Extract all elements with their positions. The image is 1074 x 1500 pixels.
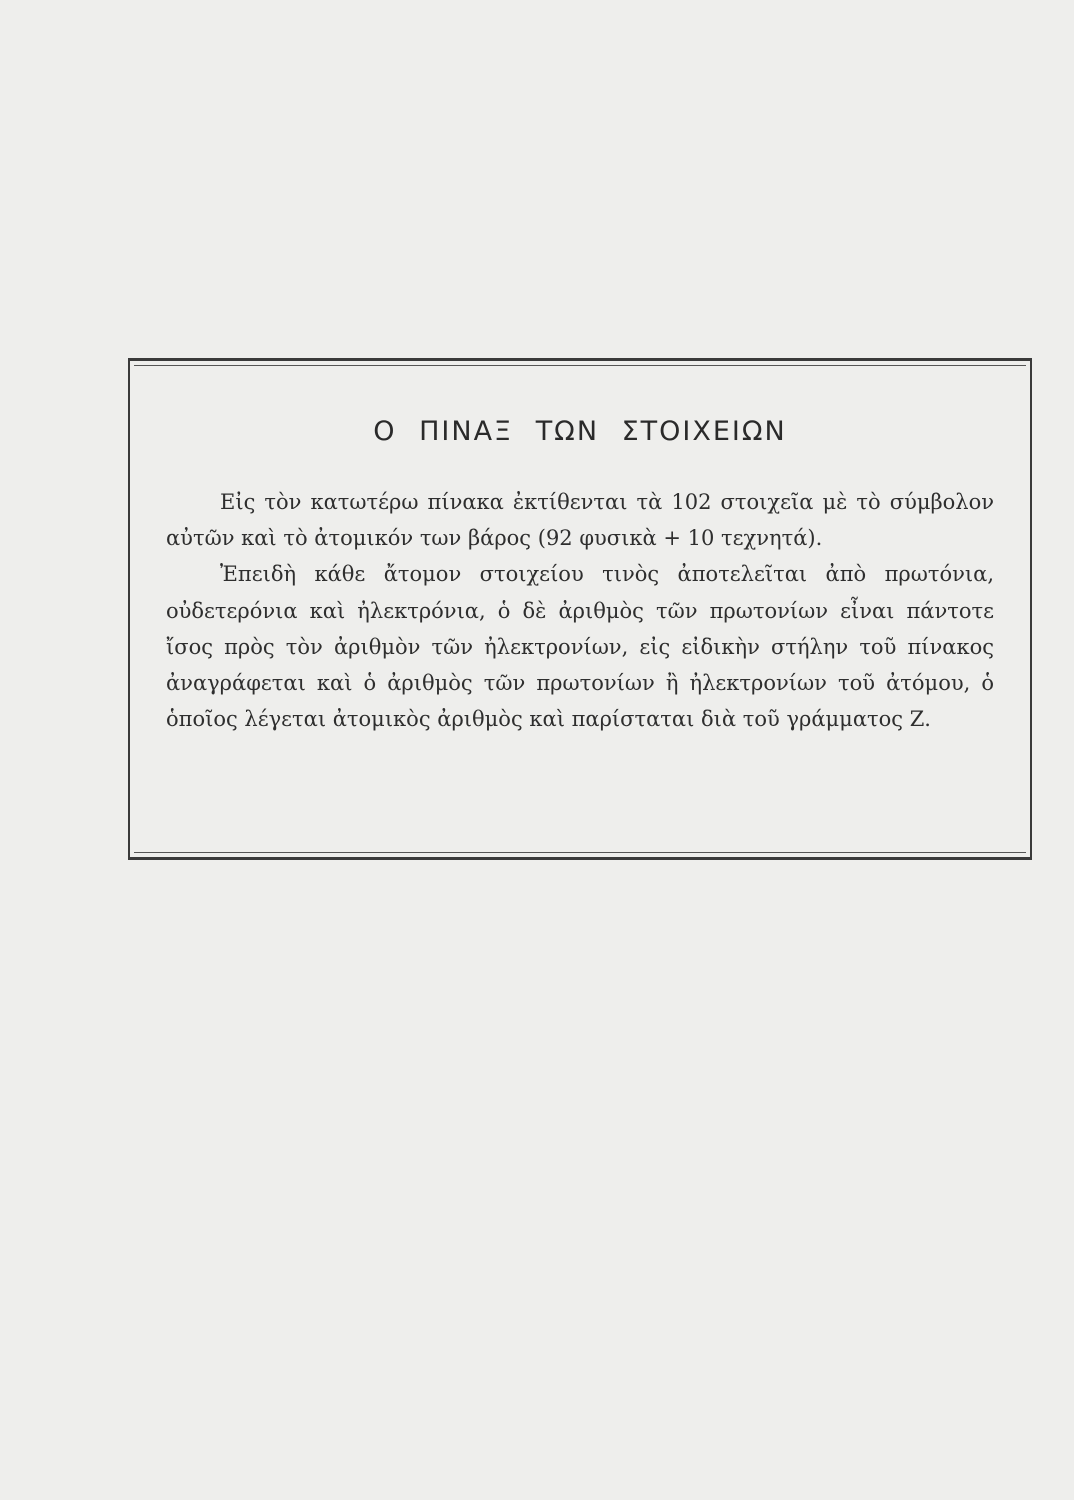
- body-text: [166, 484, 994, 737]
- section-title: Ο ΠΙΝΑΞ ΤΩΝ ΣΤΟΙΧΕΙΩΝ: [373, 416, 787, 447]
- paragraph-intro: Εἰς τὸν κατωτέρω πίνακα ἐκτίθενται τὰ 102 στοιχεῖα μὲ τὸ σύμβολον αὐτῶν καὶ τὸ ἀτομικόν των βάρος (92 φυσικὰ + 10 τεχνητά).: [166, 490, 994, 551]
- bordered-text-box: [128, 358, 1032, 860]
- paragraph-atomic-number: Ἐπειδὴ κάθε ἄτομον στοιχείου τινὸς ἀποτελεῖται ἀπὸ πρωτόνια, οὐδετερόνια καὶ ἠλεκτρόνια, ὁ δὲ ἀριθμὸς τῶν πρωτονίων εἶναι πάντοτε ἴσος πρὸς τὸν ἀριθμὸν τῶν ἠλεκτρονίων, εἰς εἰδικὴν στήλην τοῦ πίνακος ἀναγράφεται καὶ ὁ ἀριθμὸς τῶν πρωτονίων ἢ ἠλεκτρονίων τοῦ ἀτόμου, ὁ ὁποῖος λέγεται ἀτομικὸς ἀριθμὸς καὶ παρίσταται διὰ τοῦ γράμματος Ζ.: [166, 562, 994, 732]
